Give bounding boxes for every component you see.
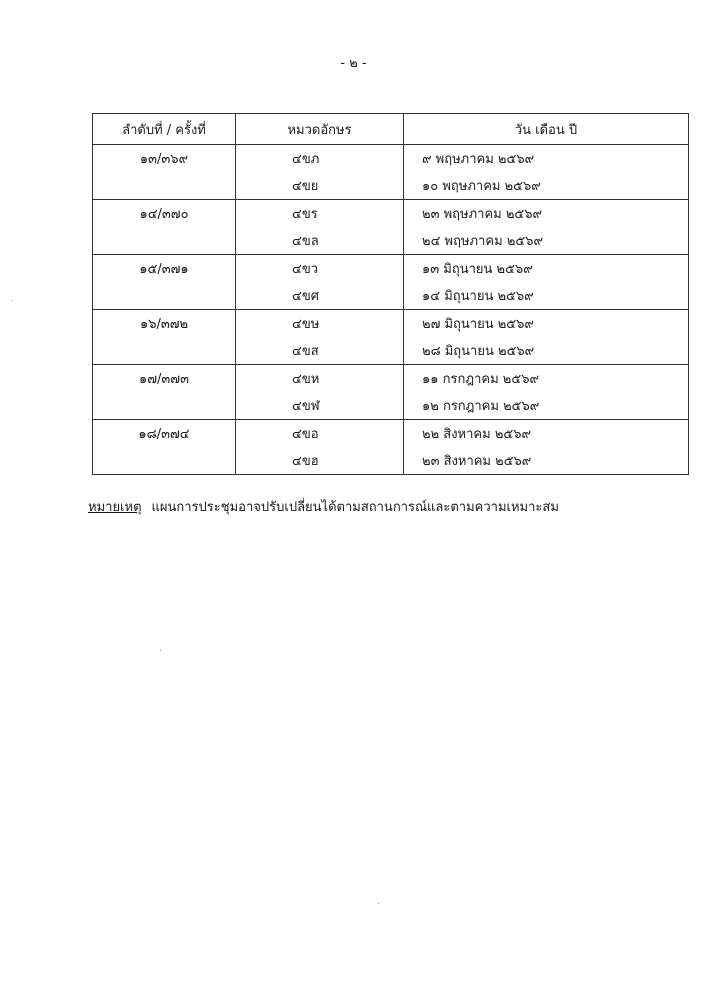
table-row: [93, 227, 689, 255]
table-row: [93, 282, 689, 310]
sequence-cell: ๑๓/๓๖๙: [93, 145, 236, 173]
category-cell: ๔ขศ: [236, 282, 404, 310]
page-number: - ๒ -: [340, 56, 367, 71]
category-cell: ๔ขภ: [236, 145, 404, 173]
category-cell: ๔ขฮ: [236, 447, 404, 475]
date-cell: ๑๔ มิถุนายน ๒๕๖๙: [404, 282, 689, 310]
category-cell: ๔ขอ: [236, 420, 404, 448]
header-category: หมวดอักษร: [236, 114, 404, 145]
table-row: [93, 200, 689, 228]
scan-speck: [378, 903, 379, 904]
remark-text: แผนการประชุมอาจปรับเปลี่ยนได้ตามสถานการณ์และตามความเหมาะสม: [151, 500, 559, 515]
date-cell: ๑๐ พฤษภาคม ๒๕๖๙: [404, 172, 689, 200]
sequence-cell: ๑๔/๓๗๐: [93, 200, 236, 228]
sequence-cell: ๑๖/๓๗๒: [93, 310, 236, 338]
category-cell: ๔ขร: [236, 200, 404, 228]
date-cell: ๑๒ กรกฎาคม ๒๕๖๙: [404, 392, 689, 420]
remark: [88, 496, 559, 517]
table-row: [93, 255, 689, 283]
sequence-cell-empty: [93, 172, 236, 200]
header-date: วัน เดือน ปี: [404, 114, 689, 145]
table-header-row: [93, 114, 689, 145]
sequence-cell-empty: [93, 447, 236, 475]
table-row: [93, 420, 689, 448]
date-cell: ๒๓ สิงหาคม ๒๕๖๙: [404, 447, 689, 475]
sequence-cell: ๑๘/๓๗๔: [93, 420, 236, 448]
category-cell: ๔ขฬ: [236, 392, 404, 420]
sequence-cell-empty: [93, 227, 236, 255]
sequence-cell-empty: [93, 337, 236, 365]
category-cell: ๔ขว: [236, 255, 404, 283]
table-row: [93, 447, 689, 475]
date-cell: ๒๓ พฤษภาคม ๒๕๖๙: [404, 200, 689, 228]
date-cell: ๒๗ มิถุนายน ๒๕๖๙: [404, 310, 689, 338]
table-row: [93, 145, 689, 173]
sequence-cell: ๑๗/๓๗๓: [93, 365, 236, 393]
date-cell: ๙ พฤษภาคม ๒๕๖๙: [404, 145, 689, 173]
category-cell: ๔ขล: [236, 227, 404, 255]
schedule-table: [92, 113, 689, 475]
table-row: [93, 172, 689, 200]
sequence-cell: ๑๕/๓๗๑: [93, 255, 236, 283]
table-row: [93, 365, 689, 393]
table-row: [93, 392, 689, 420]
table-row: [93, 337, 689, 365]
category-cell: ๔ขย: [236, 172, 404, 200]
date-cell: ๒๔ พฤษภาคม ๒๕๖๙: [404, 227, 689, 255]
date-cell: ๑๓ มิถุนายน ๒๕๖๙: [404, 255, 689, 283]
date-cell: ๒๘ มิถุนายน ๒๕๖๙: [404, 337, 689, 365]
sequence-cell-empty: [93, 282, 236, 310]
remark-label: หมายเหตุ: [88, 500, 142, 515]
header-sequence: ลำดับที่ / ครั้งที่: [93, 114, 236, 145]
category-cell: ๔ขส: [236, 337, 404, 365]
category-cell: ๔ขห: [236, 365, 404, 393]
table-row: [93, 310, 689, 338]
scan-speck: [160, 650, 161, 651]
date-cell: ๑๑ กรกฎาคม ๒๕๖๙: [404, 365, 689, 393]
date-cell: ๒๒ สิงหาคม ๒๕๖๙: [404, 420, 689, 448]
category-cell: ๔ขษ: [236, 310, 404, 338]
sequence-cell-empty: [93, 392, 236, 420]
scan-speck: [12, 300, 13, 301]
